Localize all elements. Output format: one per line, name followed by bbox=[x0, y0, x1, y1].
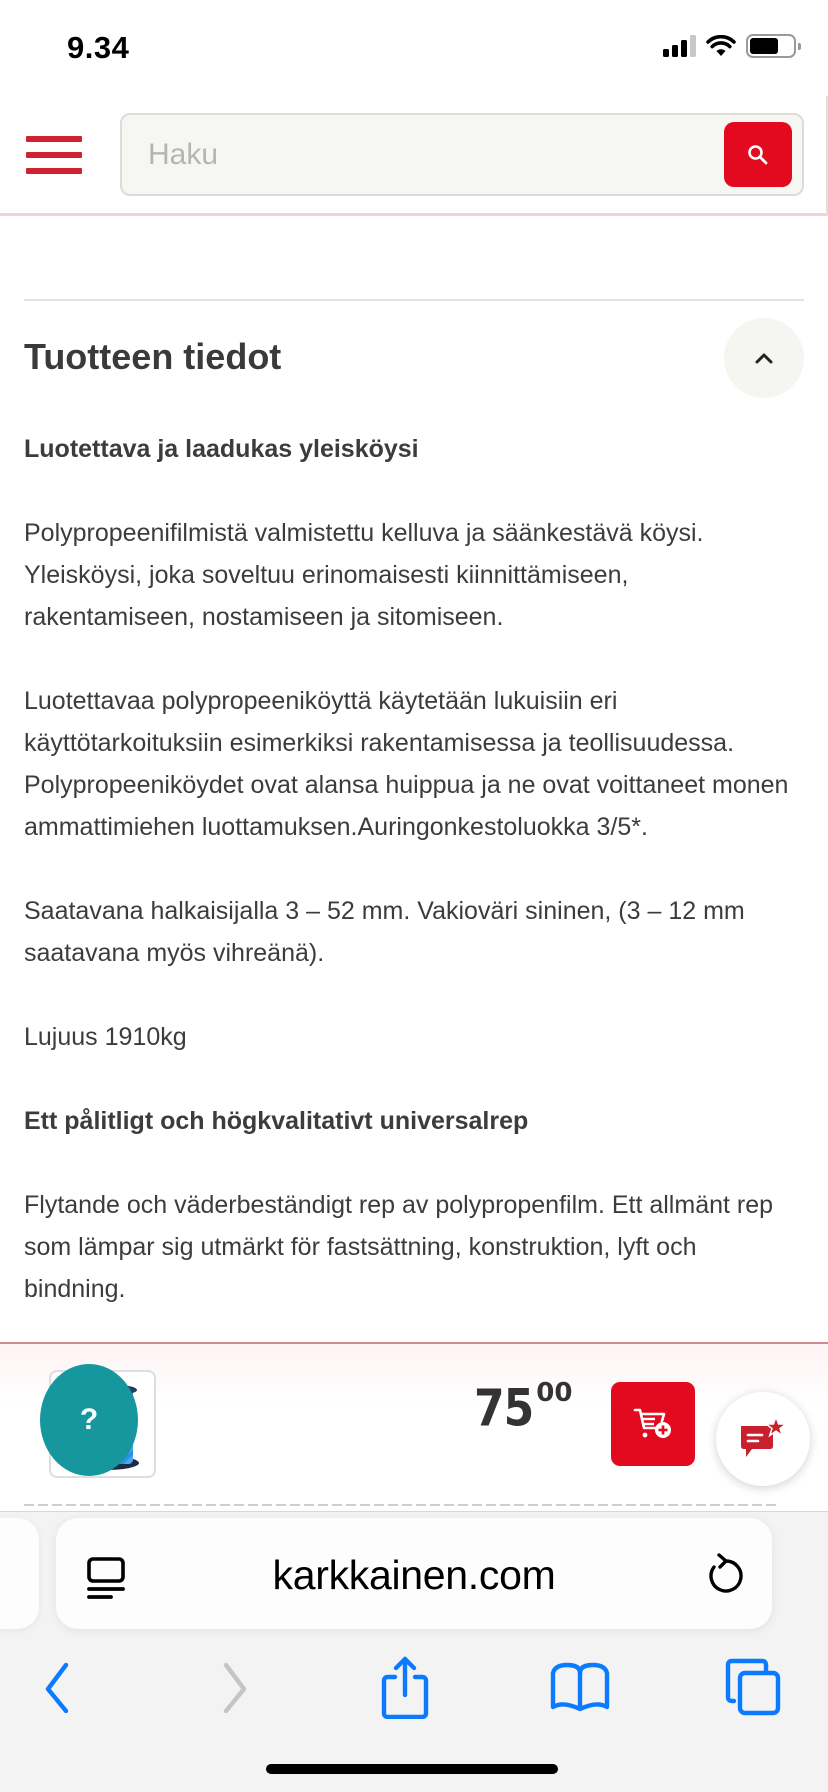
search-input[interactable] bbox=[148, 115, 708, 194]
status-icons bbox=[663, 34, 796, 58]
browser-bottom-bar bbox=[0, 1512, 828, 1792]
book-icon bbox=[549, 1661, 611, 1713]
sticky-product-bar bbox=[0, 1342, 828, 1500]
share-icon bbox=[379, 1655, 431, 1719]
search-icon bbox=[746, 143, 770, 167]
address-bar[interactable] bbox=[56, 1518, 772, 1629]
collapse-toggle-button[interactable] bbox=[724, 318, 804, 398]
chevron-left-icon bbox=[42, 1661, 72, 1713]
section-title: Tuotteen tiedot bbox=[24, 336, 282, 377]
description-heading-fi: Luotettava ja laadukas yleisköysi bbox=[24, 435, 419, 463]
forward-button[interactable] bbox=[200, 1652, 270, 1722]
back-button[interactable] bbox=[22, 1652, 92, 1722]
chat-button[interactable] bbox=[716, 1392, 810, 1486]
share-button[interactable] bbox=[370, 1652, 440, 1722]
tabs-button[interactable] bbox=[718, 1652, 788, 1722]
search-button[interactable] bbox=[724, 122, 792, 187]
url-text: karkkainen.com bbox=[272, 1552, 556, 1598]
description-paragraph: Flytande och väderbeständigt rep av polypropenfilm. Ett allmänt rep som lämpar sig utmärkt för fastsättning, konstruktion, lyft och bindning. bbox=[24, 1191, 774, 1303]
status-bar bbox=[0, 0, 828, 96]
wifi-icon bbox=[706, 35, 736, 57]
signal-icon bbox=[663, 35, 696, 57]
cart-plus-icon bbox=[633, 1406, 673, 1442]
price-integer: 75 bbox=[474, 1379, 534, 1439]
site-header bbox=[0, 96, 828, 216]
obscured-text-strip bbox=[0, 1500, 828, 1512]
home-indicator bbox=[266, 1764, 558, 1774]
description-paragraph: Saatavana halkaisijalla 3 – 52 mm. Vakioväri sininen, (3 – 12 mm saatavana myös vihreänä). bbox=[24, 897, 745, 967]
hamburger-icon bbox=[26, 136, 82, 142]
product-description bbox=[24, 428, 804, 1344]
section-divider bbox=[24, 299, 804, 301]
browser-toolbar bbox=[0, 1652, 828, 1722]
reload-icon[interactable] bbox=[704, 1553, 744, 1597]
previous-tab-peek[interactable] bbox=[0, 1518, 39, 1629]
description-heading-sv: Ett pålitligt och högkvalitativt universalrep bbox=[24, 1107, 529, 1135]
description-strength: Lujuus 1910kg bbox=[24, 1023, 187, 1051]
bookmarks-button[interactable] bbox=[545, 1652, 615, 1722]
tabs-icon bbox=[724, 1657, 782, 1717]
chat-star-icon bbox=[738, 1416, 788, 1462]
help-button[interactable] bbox=[40, 1364, 138, 1476]
price-decimals: 00 bbox=[536, 1378, 573, 1408]
description-paragraph: Luotettavaa polypropeeniköyttä käytetään lukuisiin eri käyttötarkoituksiin esimerkiksi rakentamisessa ja teollisuudessa. Polypropeeniköydet ovat alansa huippua ja ne ovat voittaneet monen ammattimiehen luottamuksen.Auringonkestoluokka 3/5*. bbox=[24, 687, 789, 841]
battery-icon bbox=[746, 34, 796, 58]
add-to-cart-button[interactable] bbox=[611, 1382, 695, 1466]
chevron-right-icon bbox=[220, 1661, 250, 1713]
status-time: 9.34 bbox=[67, 30, 130, 65]
price bbox=[474, 1378, 573, 1439]
chevron-up-icon bbox=[755, 352, 773, 364]
hamburger-menu-button[interactable] bbox=[26, 136, 82, 174]
product-details-section bbox=[0, 216, 828, 1344]
help-label: ? bbox=[79, 1403, 99, 1436]
description-paragraph: Polypropeenifilmistä valmistettu kelluva ja säänkestävä köysi. Yleisköysi, joka soveltuu erinomaisesti kiinnittämiseen, rakentamiseen, nostamiseen ja sitomiseen. bbox=[24, 519, 704, 631]
search-box bbox=[120, 113, 804, 196]
